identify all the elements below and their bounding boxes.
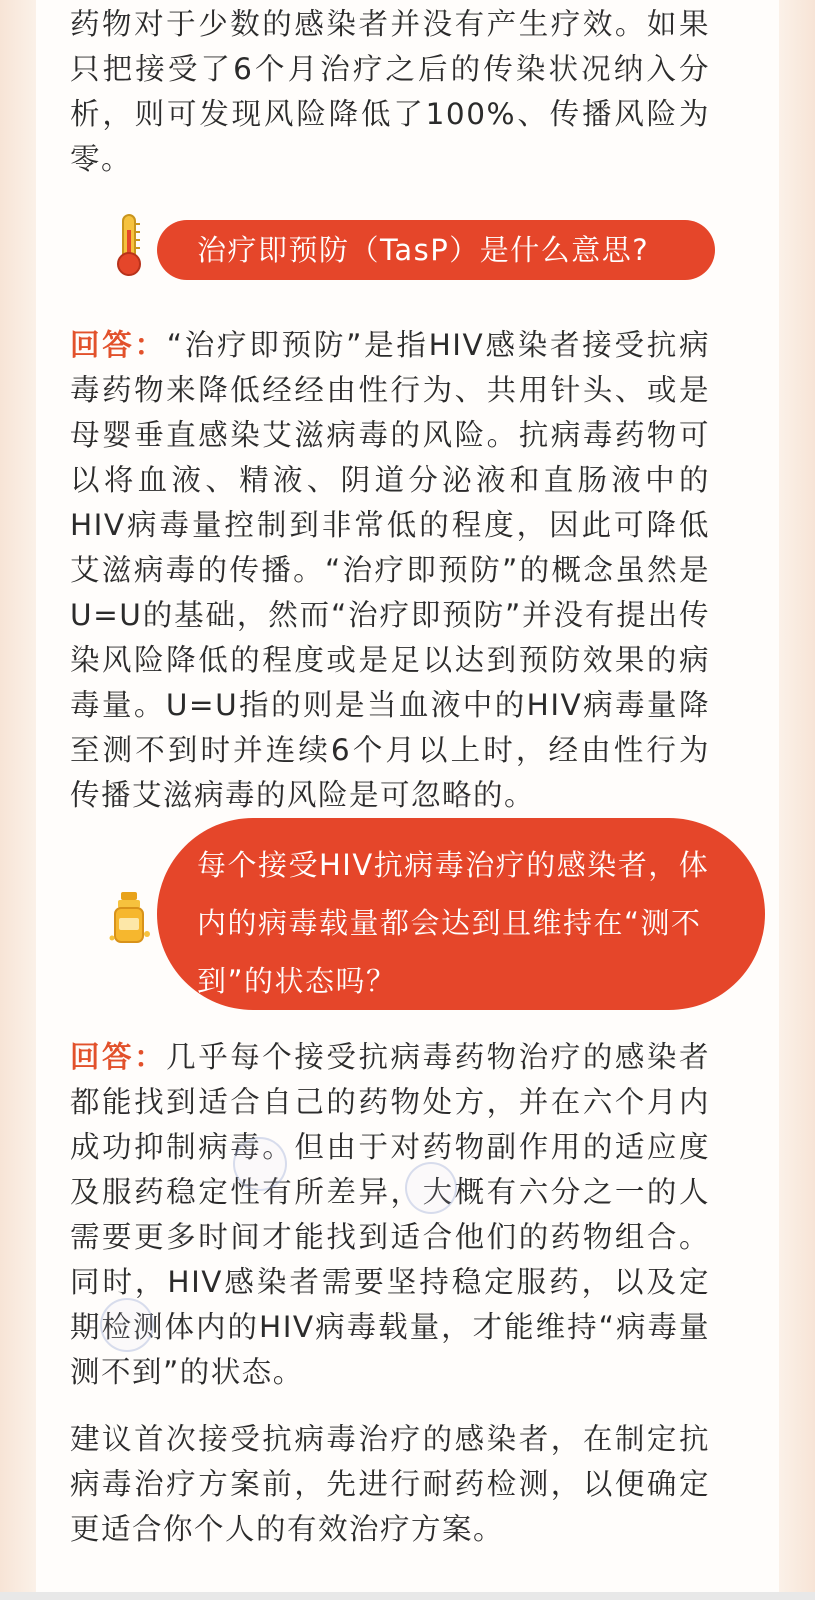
touch-indicator xyxy=(233,1137,287,1191)
intro-paragraph: 药物对于少数的感染者并没有产生疗效。如果只把接受了6个月治疗之后的传染状况纳入分析，则可发现风险降低了100%、传播风险为零。 xyxy=(70,7,710,176)
recommendation-paragraph: 建议首次接受抗病毒治疗的感染者，在制定抗病毒治疗方案前，先进行耐药检测，以便确定更适合你个人的有效治疗方案。 xyxy=(70,1422,710,1546)
question-1-text: 治疗即预防（TasP）是什么意思? xyxy=(197,233,650,267)
bottom-edge xyxy=(0,1592,815,1600)
left-margin xyxy=(0,0,36,1600)
question-1-banner xyxy=(157,220,715,280)
medicine-bottle-icon xyxy=(108,890,152,950)
answer-2-text: 几乎每个接受抗病毒药物治疗的感染者都能找到适合自己的药物处方，并在六个月内成功抑制病毒。但由于对药物副作用的适应度及服药稳定性有所差异，大概有六分之一的人需要更多时间才能找到适合他们的药物组合。同时，HIV感染者需要坚持稳定服药，以及定期检测体内的HIV病毒载量，才能维持“病毒量测不到”的状态。 xyxy=(70,1040,710,1389)
right-margin xyxy=(779,0,815,1600)
answer-2-label: 回答： xyxy=(70,1040,167,1074)
question-2-banner xyxy=(157,818,765,1010)
answer-1-label: 回答： xyxy=(70,328,167,362)
answer-1-paragraph xyxy=(70,323,710,818)
touch-indicator xyxy=(405,1162,457,1214)
answer-2-paragraph xyxy=(70,1035,710,1395)
touch-indicator xyxy=(100,1298,154,1352)
question-2-text: 每个接受HIV抗病毒治疗的感染者，体内的病毒载量都会达到且维持在“测不到”的状态吗？ xyxy=(197,848,710,998)
thermometer-icon xyxy=(112,212,146,282)
answer-1-text: “治疗即预防”是指HIV感染者接受抗病毒药物来降低经经由性行为、共用针头、或是母婴垂直感染艾滋病毒的风险。抗病毒药物可以将血液、精液、阴道分泌液和直肠液中的HIV病毒量控制到非常低的程度，因此可降低艾滋病毒的传播。“治疗即预防”的概念虽然是U=U的基础，然而“治疗即预防”并没有提出传染风险降低的程度或是足以达到预防效果的病毒量。U=U指的则是当血液中的HIV病毒量降至测不到时并连续6个月以上时，经由性行为传播艾滋病毒的风险是可忽略的。 xyxy=(70,328,710,812)
